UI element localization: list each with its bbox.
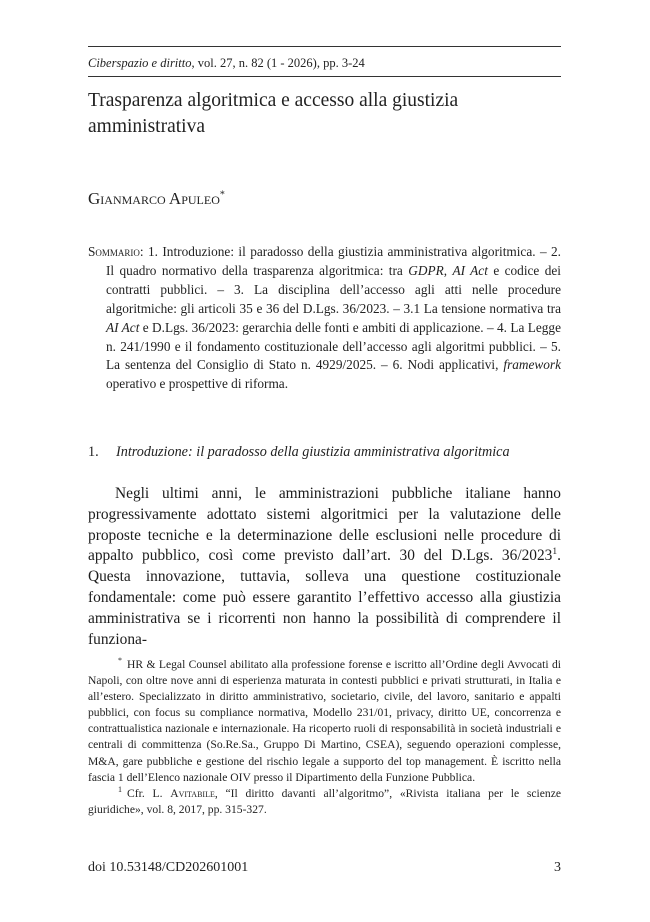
author-footnote-mark[interactable]: * — [219, 189, 225, 201]
article-title: Trasparenza algoritmica e accesso alla giustizia amministrativa — [88, 90, 459, 137]
body-paragraph-continuation: . Questa innovazione, tuttavia, solleva una questione costituzionale fondamentale: come può essere garantito l’effettivo accesso alla giustizia amministrativa se i ricorrenti non hanno la possibilità di comprendere il funziona- — [88, 547, 561, 648]
summary-text-1: 1. Introduzione: il paradosso della giustizia amministrativa algoritmica. – 2. Il quadro normativo della trasparenza algoritmica: tra — [106, 244, 561, 278]
summary-term-framework: framework — [503, 357, 561, 373]
footnotes — [88, 657, 561, 818]
author-name-text: Gianmarco Apuleo — [88, 189, 220, 208]
journal-name: Ciberspazio e diritto — [88, 56, 192, 70]
summary-text-5: operativo e prospettive di riforma. — [106, 376, 289, 392]
summary-term-gdpr: GDPR — [408, 262, 444, 278]
footnote-author — [88, 657, 561, 786]
page-number: 3 — [554, 860, 561, 875]
summary-text-2: , — [443, 262, 453, 278]
footnote-1-prefix: Cfr. L. — [127, 786, 171, 800]
footnote-author-mark: * — [118, 656, 122, 666]
footnote-ref-1[interactable]: 1 — [552, 547, 558, 558]
summary-text-4: e D.Lgs. 36/2023: gerarchia delle fonti e ambiti di applicazione. – 4. La Legge n. 241/1990 e il fondamento costituzionale dell’accesso agli algoritmi pubblici. – 5. La sentenza del Consiglio di Stato n. 4929/2025. – 6. Nodi applicativi, — [106, 319, 561, 373]
body-paragraph — [88, 484, 561, 650]
journal-citation: , vol. 27, n. 82 (1 - 2026), pp. 3-24 — [191, 56, 365, 70]
running-header — [88, 55, 561, 71]
summary-text-3: e codice dei contratti pubblici. – 3. La disciplina dell’accesso agli atti nelle procedure algoritmiche: gli articoli 35 e 36 del D.Lgs. 36/2023. – 3.1 La tensione normativa tra — [106, 262, 561, 316]
footnote-1-mark: 1 — [118, 784, 122, 794]
doi-link[interactable]: doi 10.53148/CD202601001 — [88, 860, 249, 875]
section-title: Introduzione: il paradosso della giustizia amministrativa algoritmica — [116, 444, 510, 460]
footnote-author-text: HR & Legal Counsel abilitato alla professione forense e iscritto all’Ordine degli Avvocati di Napoli, con oltre nove anni di esperienza maturata in contesti pubblici e privati strutturati, in Italia e all’estero. Specializzato in diritto amministrativo, societario, civile, del lavoro, sanitario e appalti pubblici, con focus su compliance normativa, Modello 231/01, privacy, diritto UE, concorrenza e contrattualistica nazionale e internazionale. Ha ricoperto ruoli di responsabilità in società industriali e centrali di committenza (So.Re.Sa., Gruppo Di Martino, CSEA), seguendo operazioni complesse, M&A, gare pubbliche e gestione del rischio legale a supporto del top management. È iscritto nella fascia 1 dell’Elenco nazionale OIV presso il Dipartimento della Funzione Pubblica. — [88, 658, 561, 784]
summary-block — [88, 243, 561, 394]
footnote-1 — [88, 786, 561, 818]
footnote-1-text: , “Il diritto davanti all’algoritmo”, «Rivista italiana per le scienze giuridiche», vol. 8, 2017, pp. 315-327. — [88, 786, 561, 816]
section-number: 1. — [88, 444, 99, 460]
footnote-1-author: Avitabile — [170, 786, 215, 800]
summary-term-ai-act-2: AI Act — [106, 319, 140, 335]
body-paragraph-text: Negli ultimi anni, le amministrazioni pubbliche italiane hanno progressivamente adottato sistemi algoritmici per la valutazione delle proposte tecniche e la determinazione delle esclusioni nelle procedure di appalto pubblico, così come previsto dall’art. 30 del D.Lgs. 36/2023 — [88, 485, 561, 565]
author-name — [88, 188, 558, 210]
section-heading — [88, 443, 561, 461]
summary-term-ai-act: AI Act — [452, 262, 488, 278]
header-bottom-rule — [88, 76, 561, 77]
summary-label: Sommario: — [88, 244, 144, 259]
header-top-rule — [88, 46, 561, 47]
